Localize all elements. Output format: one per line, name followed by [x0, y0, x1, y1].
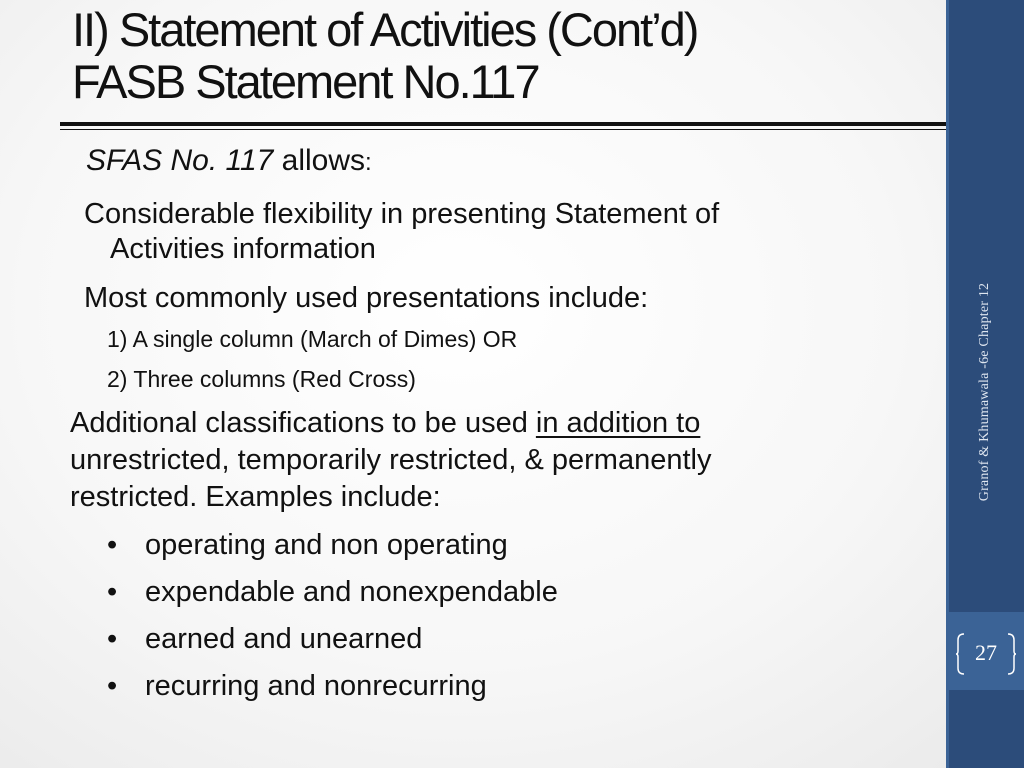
sidebar-footer-text: Granof & Khumawala -6e Chapter 12	[977, 282, 992, 502]
bullet-text: earned and unearned	[145, 623, 423, 655]
sub-item-single-column: 1) A single column (March of Dimes) OR	[107, 326, 518, 352]
flexibility-line-1: Considerable flexibility in presenting Statement of	[84, 198, 720, 230]
slide-title-line-1: II) Statement of Activities (Cont’d)	[72, 3, 698, 56]
slide-title-line-2: FASB Statement No.117	[72, 55, 539, 108]
intro-line	[86, 143, 372, 181]
intro-italic: SFAS No. 117	[86, 144, 274, 177]
bullet-item	[107, 575, 558, 609]
bullet-text: expendable and nonexpendable	[145, 576, 558, 608]
additional-line-1	[70, 405, 700, 441]
bullet-item	[107, 669, 487, 703]
additional-line-3: restricted. Examples include:	[70, 481, 441, 513]
bullet-dot: •	[107, 670, 118, 702]
flexibility-line-2: Activities information	[110, 233, 376, 265]
bullet-dot: •	[107, 576, 118, 608]
additional-text: Additional classifications to be used	[70, 407, 536, 439]
sub-item-three-columns: 2) Three columns (Red Cross)	[107, 366, 416, 392]
intro-rest: allows	[273, 144, 366, 177]
bullet-text: operating and non operating	[145, 529, 508, 561]
bullet-text: recurring and nonrecurring	[145, 670, 487, 702]
presentations-line: Most commonly used presentations include:	[84, 282, 649, 314]
bullet-item	[107, 528, 508, 562]
bullet-dot: •	[107, 529, 118, 561]
bullet-dot: •	[107, 623, 118, 655]
bullet-item	[107, 622, 422, 656]
page-number: 27	[975, 640, 997, 665]
additional-underlined: in addition to	[535, 407, 701, 439]
intro-colon: :	[365, 149, 372, 176]
additional-line-2: unrestricted, temporarily restricted, & permanently	[70, 444, 712, 476]
